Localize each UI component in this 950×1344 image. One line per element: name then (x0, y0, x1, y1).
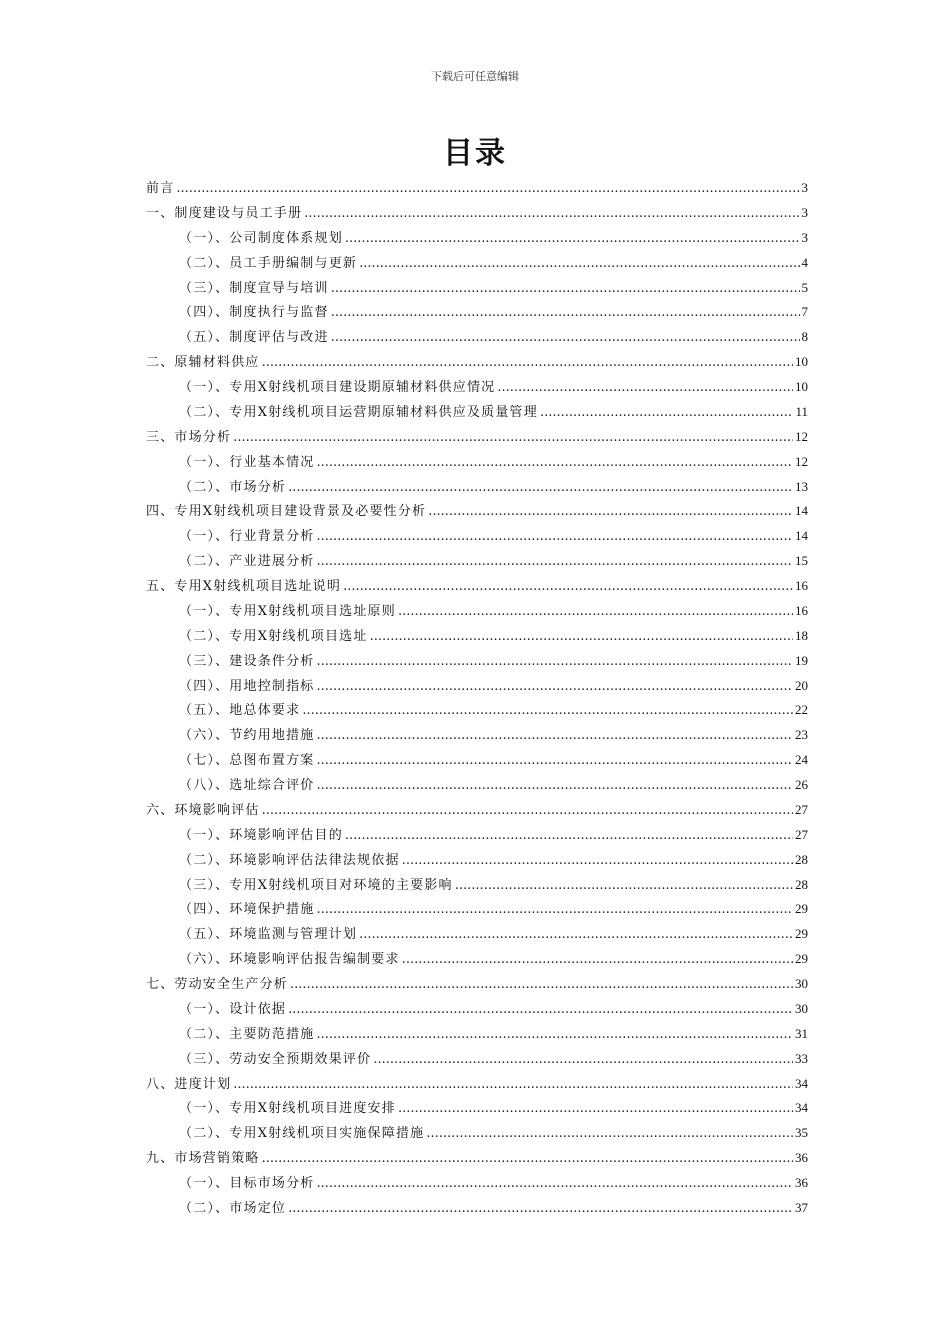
toc-page-number: 28 (795, 876, 808, 892)
toc-entry-label: （一）、环境影响评估目的 (179, 827, 343, 843)
toc-page-number: 3 (801, 180, 808, 195)
toc-entry-label: （三）、建设条件分析 (179, 653, 315, 669)
toc-page-number: 16 (795, 578, 808, 593)
toc-dot-leader (262, 803, 793, 818)
toc-dot-leader (317, 753, 793, 768)
toc-dot-leader (497, 380, 793, 395)
toc-dot-leader (426, 1126, 793, 1141)
toc-section-entry[interactable] (146, 1048, 808, 1073)
toc-entry-label: （一）、专用X射线机项目进度安排 (179, 1101, 396, 1117)
toc-dot-leader (317, 654, 793, 669)
toc-entry-label: 五、专用X射线机项目选址说明 (146, 579, 342, 594)
toc-dot-leader (288, 1002, 793, 1017)
toc-page-number: 24 (795, 752, 808, 768)
toc-section-entry[interactable] (146, 749, 808, 774)
toc-entry-label: （一）、专用X射线机项目选址原则 (179, 603, 396, 619)
toc-chapter-entry[interactable] (146, 1073, 808, 1098)
toc-page-number: 27 (795, 826, 808, 842)
toc-section-entry[interactable] (146, 600, 808, 625)
toc-section-entry[interactable] (146, 227, 808, 252)
toc-dot-leader (455, 878, 793, 893)
toc-entry-label: （五）、环境监测与管理计划 (179, 927, 358, 943)
toc-section-entry[interactable] (146, 675, 808, 700)
toc-chapter-entry[interactable] (146, 799, 808, 824)
toc-section-entry[interactable] (146, 998, 808, 1023)
toc-entry-label: （一）、专用X射线机项目建设期原辅材料供应情况 (179, 380, 496, 395)
toc-chapter-entry[interactable] (146, 575, 808, 600)
toc-section-entry[interactable] (146, 476, 808, 501)
toc-entry-label: （四）、环境保护措施 (179, 902, 315, 918)
toc-page-number: 29 (795, 951, 808, 967)
toc-dot-leader (317, 1176, 793, 1191)
toc-chapter-entry[interactable] (146, 351, 808, 376)
toc-entry-label: （二）、专用X射线机项目选址 (179, 628, 368, 644)
toc-dot-leader (317, 728, 793, 743)
toc-page-number: 7 (801, 304, 808, 320)
toc-entry-label: 四、专用X射线机项目建设背景及必要性分析 (146, 504, 427, 520)
toc-section-entry[interactable] (146, 923, 808, 948)
toc-entry-label: （二）、市场分析 (179, 479, 287, 495)
toc-entry-label: （四）、制度执行与监督 (179, 305, 329, 321)
toc-dot-leader (290, 977, 793, 992)
toc-dot-leader (317, 1027, 793, 1042)
toc-entry-label: 前言 (146, 181, 175, 196)
toc-page-number: 5 (801, 279, 808, 295)
toc-section-entry[interactable] (146, 401, 808, 426)
toc-entry-label: （二）、专用X射线机项目运营期原辅材料供应及质量管理 (179, 404, 538, 420)
toc-entry-label: （四）、用地控制指标 (179, 678, 315, 694)
toc-page-number: 16 (795, 602, 808, 618)
toc-dot-leader (317, 455, 793, 470)
toc-dot-leader (359, 256, 799, 271)
toc-page-number: 29 (795, 901, 808, 917)
toc-page-number: 29 (795, 926, 808, 942)
toc-entry-label: （一）、行业背景分析 (179, 529, 315, 545)
toc-chapter-entry[interactable] (146, 177, 808, 202)
toc-page-number: 14 (795, 528, 808, 544)
toc-dot-leader (398, 1101, 793, 1116)
table-of-contents (146, 177, 808, 1222)
toc-chapter-entry[interactable] (146, 973, 808, 998)
toc-page-number: 26 (795, 777, 808, 792)
toc-page-number: 23 (795, 727, 808, 743)
toc-page-number: 13 (795, 478, 808, 494)
header-note: 下载后可任意编辑 (431, 70, 519, 83)
toc-section-entry[interactable] (146, 699, 808, 724)
toc-dot-leader (398, 604, 793, 619)
toc-chapter-entry[interactable] (146, 202, 808, 227)
toc-dot-leader (317, 529, 793, 544)
toc-entry-label: （二）、市场定位 (179, 1200, 287, 1216)
toc-page-number: 31 (795, 1025, 808, 1041)
toc-entry-label: （二）、产业进展分析 (179, 554, 315, 570)
toc-dot-leader (317, 902, 793, 917)
toc-dot-leader (317, 679, 793, 694)
toc-dot-leader (331, 330, 800, 345)
toc-dot-leader (317, 778, 793, 793)
toc-dot-leader (288, 480, 793, 495)
toc-dot-leader (402, 853, 793, 868)
toc-page-number: 3 (801, 229, 808, 245)
toc-section-entry[interactable] (146, 724, 808, 749)
toc-section-entry[interactable] (146, 550, 808, 575)
toc-section-entry[interactable] (146, 451, 808, 476)
toc-dot-leader (373, 1052, 793, 1067)
toc-dot-leader (428, 504, 793, 519)
toc-page-number: 33 (795, 1050, 808, 1066)
toc-dot-leader (402, 952, 793, 967)
toc-page-number: 10 (795, 354, 808, 370)
toc-section-entry[interactable] (146, 525, 808, 550)
toc-section-entry[interactable] (146, 874, 808, 899)
toc-page-number: 19 (795, 652, 808, 668)
toc-dot-leader (302, 703, 793, 718)
toc-chapter-entry[interactable] (146, 500, 808, 525)
toc-section-entry[interactable] (146, 948, 808, 973)
toc-entry-label: （一）、行业基本情况 (179, 454, 315, 470)
toc-page-number: 11 (795, 403, 808, 419)
toc-entry-label: 八、进度计划 (146, 1076, 232, 1092)
toc-section-entry[interactable] (146, 824, 808, 849)
toc-page-number: 10 (795, 379, 808, 394)
toc-dot-leader (176, 181, 799, 196)
toc-entry-label: （一）、公司制度体系规划 (179, 230, 343, 246)
toc-page-number: 35 (795, 1125, 808, 1141)
toc-page-number: 36 (795, 1150, 808, 1166)
toc-page-number: 30 (795, 1000, 808, 1016)
toc-entry-label: （二）、主要防范措施 (179, 1026, 315, 1042)
toc-entry-label: （七）、总图布置方案 (179, 753, 315, 769)
toc-entry-label: （六）、节约用地措施 (179, 728, 315, 744)
toc-section-entry[interactable] (146, 1023, 808, 1048)
toc-dot-leader (262, 1151, 793, 1166)
toc-page-number: 18 (795, 627, 808, 643)
toc-entry-label: 二、原辅材料供应 (146, 355, 260, 371)
toc-section-entry[interactable] (146, 376, 808, 401)
toc-page-number: 37 (795, 1199, 808, 1215)
toc-section-entry[interactable] (146, 301, 808, 326)
toc-entry-label: 九、市场营销策略 (146, 1151, 260, 1167)
toc-dot-leader (304, 206, 799, 221)
toc-entry-label: （六）、环境影响评估报告编制要求 (179, 952, 400, 968)
toc-entry-label: 三、市场分析 (146, 429, 232, 445)
toc-dot-leader (540, 405, 794, 420)
toc-dot-leader (331, 305, 800, 320)
toc-entry-label: （二）、员工手册编制与更新 (179, 255, 358, 271)
toc-page-number: 34 (795, 1100, 808, 1116)
toc-dot-leader (343, 579, 793, 594)
toc-dot-leader (345, 231, 800, 246)
toc-page-number: 4 (801, 254, 808, 270)
toc-dot-leader (233, 430, 793, 445)
toc-page-number: 34 (795, 1075, 808, 1091)
toc-chapter-entry[interactable] (146, 426, 808, 451)
toc-dot-leader (331, 281, 800, 296)
toc-entry-label: （二）、专用X射线机项目实施保障措施 (179, 1126, 425, 1142)
toc-section-entry[interactable] (146, 774, 808, 799)
toc-section-entry[interactable] (146, 650, 808, 675)
toc-page-number: 27 (795, 801, 808, 817)
toc-page-number: 12 (795, 428, 808, 444)
toc-section-entry[interactable] (146, 625, 808, 650)
toc-section-entry[interactable] (146, 1197, 808, 1222)
toc-chapter-entry[interactable] (146, 1147, 808, 1172)
toc-page-number: 36 (795, 1175, 808, 1190)
toc-page-number: 3 (801, 204, 808, 220)
toc-page-number: 15 (795, 553, 808, 569)
toc-entry-label: （一）、设计依据 (179, 1001, 287, 1017)
toc-entry-label: 一、制度建设与员工手册 (146, 205, 303, 221)
toc-section-entry[interactable] (146, 849, 808, 874)
toc-entry-label: 七、劳动安全生产分析 (146, 977, 289, 992)
toc-section-entry[interactable] (146, 1097, 808, 1122)
toc-dot-leader (317, 554, 793, 569)
toc-entry-label: （三）、制度宣导与培训 (179, 280, 329, 296)
toc-page-number: 30 (795, 976, 808, 991)
toc-section-entry[interactable] (146, 326, 808, 351)
toc-section-entry[interactable] (146, 1172, 808, 1197)
toc-dot-leader (233, 1077, 793, 1092)
toc-dot-leader (359, 927, 793, 942)
toc-section-entry[interactable] (146, 252, 808, 277)
toc-dot-leader (288, 1201, 793, 1216)
toc-entry-label: （三）、劳动安全预期效果评价 (179, 1051, 372, 1067)
toc-page-number: 8 (801, 329, 808, 345)
toc-entry-label: （一）、目标市场分析 (179, 1176, 315, 1191)
toc-section-entry[interactable] (146, 1122, 808, 1147)
toc-dot-leader (262, 355, 793, 370)
toc-section-entry[interactable] (146, 277, 808, 302)
toc-entry-label: （八）、选址综合评价 (179, 778, 315, 793)
toc-page-number: 22 (795, 702, 808, 718)
toc-entry-label: （三）、专用X射线机项目对环境的主要影响 (179, 877, 453, 893)
toc-entry-label: （五）、地总体要求 (179, 703, 301, 719)
toc-dot-leader (370, 629, 793, 644)
toc-dot-leader (345, 828, 793, 843)
toc-entry-label: 六、环境影响评估 (146, 802, 260, 818)
page-title: 目录 (443, 136, 507, 171)
toc-entry-label: （五）、制度评估与改进 (179, 330, 329, 346)
toc-page-number: 28 (795, 851, 808, 867)
toc-page-number: 20 (795, 677, 808, 693)
toc-page-number: 12 (795, 453, 808, 469)
toc-entry-label: （二）、环境影响评估法律法规依据 (179, 852, 400, 868)
toc-page-number: 14 (795, 503, 808, 519)
toc-section-entry[interactable] (146, 898, 808, 923)
